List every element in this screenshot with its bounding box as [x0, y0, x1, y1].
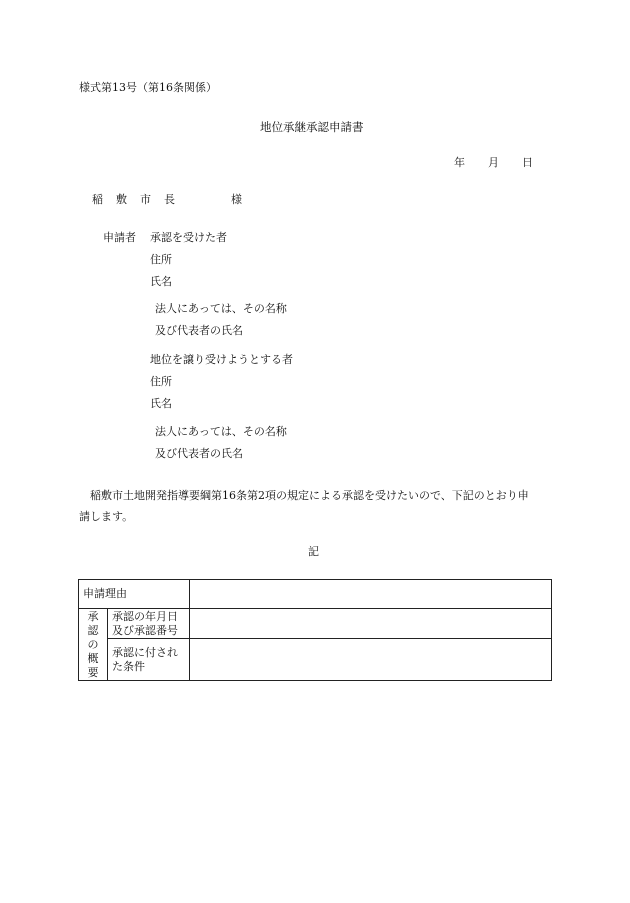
form-number: 様式第13号（第16条関係）: [79, 81, 217, 94]
approval-date-label-line-2: 及び承認番号: [112, 623, 178, 637]
summary-label-char: 承: [87, 609, 99, 623]
body-text-line-2: 請します。: [79, 510, 134, 523]
conditions-label-line-1: 承認に付され: [112, 645, 178, 659]
approved-person-corp-note-1: 法人にあっては、その名称: [155, 302, 287, 315]
successor-address-label: 住所: [150, 375, 172, 388]
conditions-label: [108, 639, 190, 681]
approval-date-label-line-1: 承認の年月日: [112, 609, 178, 623]
addressee-name: 稲 敷 市 長: [92, 193, 176, 206]
conditions-value-cell[interactable]: [190, 639, 552, 681]
date-day: 日: [522, 156, 533, 169]
approval-date-row: [79, 609, 552, 639]
successor-corp-note-1: 法人にあっては、その名称: [155, 425, 287, 438]
approval-date-label: [108, 609, 190, 639]
summary-label-char: 概: [87, 651, 99, 665]
body-text-line-1: 稲敷市土地開発指導要綱第16条第2項の規定による承認を受けたいので、下記のとおり申: [90, 489, 529, 502]
successor-heading: 地位を譲り受けようとする者: [150, 353, 293, 366]
ki-heading: 記: [308, 545, 319, 558]
applicant-label: 申請者: [103, 231, 136, 244]
addressee-honorific: 様: [231, 193, 242, 206]
reason-label: 申請理由: [79, 580, 190, 609]
reason-row: [79, 580, 552, 609]
summary-label: [79, 609, 108, 681]
date-year: 年: [454, 156, 465, 169]
summary-label-char: 認: [87, 623, 99, 637]
approved-person-address-label: 住所: [150, 253, 172, 266]
approved-person-corp-note-2: 及び代表者の氏名: [155, 324, 243, 337]
reason-value-cell[interactable]: [190, 580, 552, 609]
summary-label-char: 要: [87, 665, 99, 679]
conditions-row: [79, 639, 552, 681]
successor-corp-note-2: 及び代表者の氏名: [155, 447, 243, 460]
summary-table: [78, 579, 552, 681]
successor-name-label: 氏名: [150, 397, 172, 410]
approval-date-value-cell[interactable]: [190, 609, 552, 639]
document-title: 地位承継承認申請書: [260, 120, 364, 134]
summary-label-char: の: [87, 637, 99, 651]
conditions-label-line-2: た条件: [112, 659, 145, 673]
approved-person-name-label: 氏名: [150, 275, 172, 288]
approved-person-heading: 承認を受けた者: [150, 231, 227, 244]
date-month: 月: [488, 156, 499, 169]
